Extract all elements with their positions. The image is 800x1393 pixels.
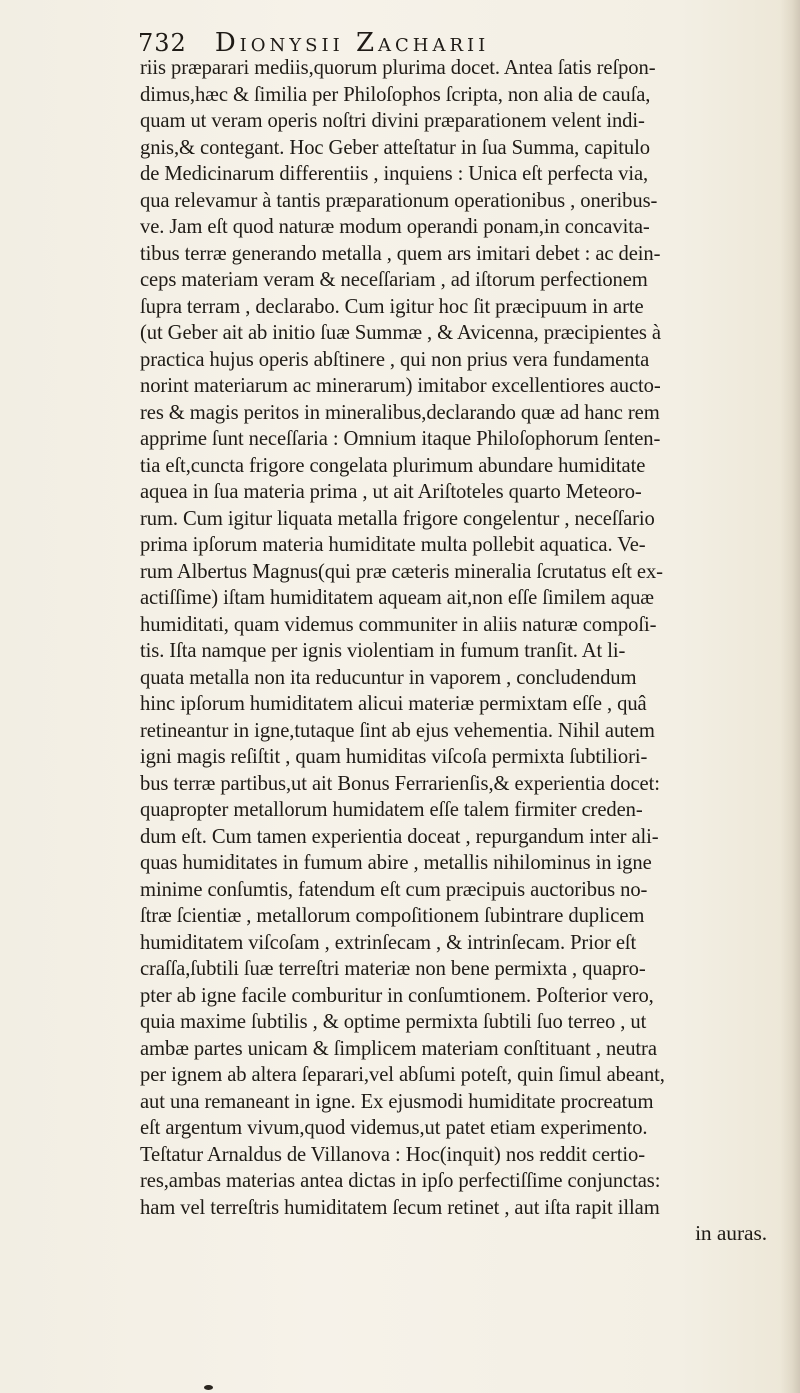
text-line: craſſa,ſubtili ſuæ terreſtri materiæ non bene permixta , quapro- bbox=[140, 956, 646, 980]
ink-speck bbox=[204, 1385, 213, 1390]
text-line: humiditati, quam videmus communiter in aliis naturæ compoſi- bbox=[140, 611, 657, 636]
text-line: tibus terræ generando metalla , quem ars imitari debet : ac dein- bbox=[140, 240, 661, 265]
text-line: ceps materiam veram & neceſſariam , ad iſtorum perfectionem bbox=[140, 267, 648, 291]
text-line: de Medicinarum differentiis , inquiens : Unica eſt perfecta via, bbox=[140, 161, 649, 185]
text-line: igni magis reſiſtit , quam humiditas viſcoſa permixta ſubtiliori- bbox=[140, 744, 648, 768]
text-line: hinc ipſorum humiditatem alicui materiæ permixtam eſſe , quâ bbox=[140, 691, 647, 715]
catchword: in auras. bbox=[695, 1221, 767, 1245]
text-line: quam ut veram operis noſtri divini præparationem velent indi- bbox=[140, 108, 645, 132]
text-line: retineantur in igne,tutaque ſint ab ejus vehementia. Nihil autem bbox=[140, 717, 655, 742]
text-line: ve. Jam eſt quod naturæ modum operandi ponam,in concavita- bbox=[140, 214, 650, 238]
body-text bbox=[140, 54, 795, 1247]
text-line: gnis,& contegant. Hoc Geber atteſtatur in ſua Summa, capitulo bbox=[140, 134, 650, 159]
text-line: aquea in ſua materia prima , ut ait Ariſtoteles quarto Meteoro- bbox=[140, 479, 642, 503]
text-line: humiditatem viſcoſam , extrinſecam , & intrinſecam. Prior eſt bbox=[140, 929, 637, 954]
text-line: dum eſt. Cum tamen experientia doceat , repurgandum inter ali- bbox=[140, 823, 659, 848]
text-line: rum Albertus Magnus(qui præ cæteris mineralia ſcrutatus eſt ex- bbox=[140, 558, 663, 583]
running-title: Dionysii Zacharii bbox=[214, 28, 490, 58]
text-line: res & magis peritos in mineralibus,declarando quæ ad hanc rem bbox=[140, 399, 660, 424]
text-line: bus terræ partibus,ut ait Bonus Ferrarienſis,& experientia docet: bbox=[140, 770, 660, 795]
text-line: quapropter metallorum humidatem eſſe talem firmiter creden- bbox=[140, 797, 643, 821]
text-line: ham vel terreſtris humiditatem ſecum retinet , aut iſta rapit illam bbox=[140, 1194, 660, 1219]
text-line: ſtræ ſcientiæ , metallorum compoſitionem ſubintrare duplicem bbox=[140, 903, 645, 927]
text-line: dimus,hæc & ſimilia per Philoſophos ſcripta, non alia de cauſa, bbox=[140, 81, 651, 106]
text-line: qua relevamur à tantis præparationum operationibus , oneribus- bbox=[140, 187, 658, 212]
text-line: tis. Iſta namque per ignis violentiam in fumum tranſit. At li- bbox=[140, 638, 626, 662]
text-line: riis præparari mediis,quorum plurima docet. Antea ſatis reſpon- bbox=[140, 55, 656, 79]
text-line: Teſtatur Arnaldus de Villanova : Hoc(inquit) nos reddit certio- bbox=[140, 1141, 645, 1166]
text-line: aut una remaneant in igne. Ex ejusmodi humiditate procreatum bbox=[140, 1088, 654, 1113]
text-line: ſupra terram , declarabo. Cum igitur hoc ſit præcipuum in arte bbox=[140, 293, 644, 318]
text-line: rum. Cum igitur liquata metalla frigore congelentur , neceſſario bbox=[140, 505, 655, 530]
text-line: minime conſumtis, fatendum eſt cum præcipuis auctoribus no- bbox=[140, 876, 648, 901]
text-line: (ut Geber ait ab initio ſuæ Summæ , & Avicenna, præcipientes à bbox=[140, 320, 661, 344]
text-line: apprime ſunt neceſſaria : Omnium itaque Philoſophorum ſenten- bbox=[140, 426, 661, 450]
text-line: quia maxime ſubtilis , & optime permixta ſubtili ſuo terreo , ut bbox=[140, 1009, 647, 1033]
text-line: pter ab igne facile comburitur in conſumtionem. Poſterior vero, bbox=[140, 982, 654, 1007]
text-line: actiſſime) iſtam humiditatem aqueam ait,non eſſe ſimilem aquæ bbox=[140, 585, 654, 609]
text-line: res,ambas materias antea dictas in ipſo perfectiſſime conjunctas: bbox=[140, 1168, 661, 1192]
text-line: eſt argentum vivum,quod videmus,ut patet etiam experimento. bbox=[140, 1115, 648, 1139]
text-line: prima ipſorum materia humiditate multa pollebit aquatica. Ve- bbox=[140, 532, 646, 556]
text-line: ambæ partes unicam & ſimplicem materiam conſtituant , neutra bbox=[140, 1035, 657, 1060]
text-line: tia eſt,cuncta frigore congelata plurimum abundare humiditate bbox=[140, 452, 646, 477]
text-line: practica hujus operis abſtinere , qui non prius vera fundamenta bbox=[140, 346, 650, 371]
text-line: quata metalla non ita reducuntur in vaporem , concludendum bbox=[140, 664, 637, 689]
page-number: 732 bbox=[138, 29, 187, 57]
text-line: per ignem ab altera ſeparari,vel abſumi poteſt, quin ſimul abeant, bbox=[140, 1062, 665, 1086]
text-line: quas humiditates in fumum abire , metallis nihilominus in igne bbox=[140, 850, 652, 874]
text-line: norint materiarum ac minerarum) imitabor excellentiores aucto- bbox=[140, 373, 661, 397]
